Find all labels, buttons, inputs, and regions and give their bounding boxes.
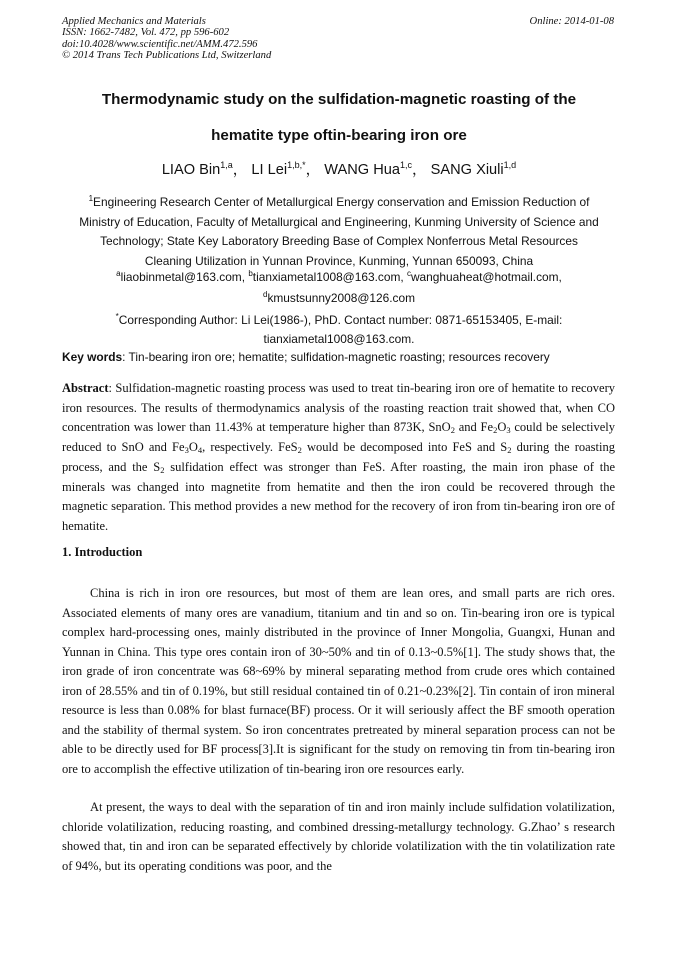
- paper-title-line-1: Thermodynamic study on the sulfidation-magnetic roasting of the: [101, 91, 577, 108]
- abstract-text: during the roasting process, and the S: [62, 440, 615, 474]
- author-sup: 1,b,*: [287, 160, 306, 170]
- author-separator: ，: [412, 162, 427, 178]
- email-link[interactable]: tianxiametal1008@163.com,: [252, 270, 407, 284]
- corresponding-sup: *: [115, 312, 119, 321]
- author-emails: [58, 265, 620, 307]
- email-sup: c: [406, 269, 411, 278]
- affiliation-text: Engineering Research Center of Metallurgical Energy conservation and Emission Reduction of: [93, 195, 590, 209]
- journal-header: [62, 16, 271, 61]
- doi-line: doi:10.4028/www.scientific.net/AMM.472.596: [62, 38, 258, 50]
- copyright-line: © 2014 Trans Tech Publications Ltd, Switzerland: [62, 49, 272, 61]
- section-heading-introduction: 1. Introduction: [62, 545, 143, 559]
- subscript: 3: [184, 445, 189, 456]
- author-name: LI Lei: [251, 162, 288, 178]
- author-separator: ，: [232, 162, 248, 178]
- affiliation-line: [58, 189, 620, 213]
- abstract-text: and Fe: [454, 420, 494, 435]
- affiliation-line: Technology; State Key Laboratory Breeding Base of Complex Nonferrous Metal Resources: [100, 234, 578, 249]
- author-sup: 1,a: [220, 160, 233, 170]
- author-name: WANG Hua: [324, 162, 400, 178]
- abstract-text: could be selectively reduced to SnO and Fe: [62, 420, 615, 455]
- subscript: 2: [160, 464, 165, 475]
- subscript: 2: [507, 445, 512, 456]
- abstract-text: : Sulfidation-magnetic roasting process was used to treat tin-bearing iron ore of hematite to recovery iron resources. The results of thermodynamics analysis of the roasting reaction trait showed that, when CO concentration was lower than 11.43% at temperature higher than 873K, SnO: [62, 381, 615, 435]
- email-sup: b: [248, 269, 253, 278]
- abstract-label: Abstract: [62, 381, 109, 395]
- author-sup: 1,d: [503, 160, 517, 170]
- paper-title-line-2: hematite type oftin-bearing iron ore: [211, 127, 467, 144]
- subscript: 2: [493, 425, 498, 436]
- email-link[interactable]: kmustsunny2008@126.com: [267, 291, 416, 305]
- subscript: 4: [197, 445, 203, 456]
- subscript: 2: [450, 425, 455, 436]
- affiliation-line: Ministry of Education, Faculty of Metallurgical and Engineering, Kunming University of Science and: [79, 214, 599, 229]
- journal-name: Applied Mechanics and Materials: [62, 16, 206, 27]
- email-line: [58, 286, 620, 307]
- abstract-text: would be decomposed into FeS and S: [301, 440, 508, 455]
- corresponding-text: Corresponding Author: Li Lei(1986-), PhD. Contact number: 0871-65153405, E-mail:: [118, 313, 563, 327]
- author-list: [40, 158, 638, 179]
- abstract-text: sulfidation effect was stronger than FeS. After roasting, the main iron phase of the minerals was changed into magnetite from hematite and then the iron could be recovered through the magnetic separation. This method provides a new method for the recovery of iron from tin-bearing iron ore of hematite.: [62, 459, 615, 533]
- online-date: Online: 2014-01-08: [529, 16, 614, 27]
- author-sup: 1,c: [399, 160, 412, 170]
- email-link[interactable]: wanghuaheat@hotmail.com,: [410, 270, 562, 284]
- subscript: 2: [297, 445, 302, 456]
- abstract: [62, 379, 615, 537]
- corresponding-email[interactable]: tianxiametal1008@163.com.: [263, 331, 415, 346]
- subscript: 3: [506, 425, 511, 436]
- author-separator: ，: [305, 162, 321, 178]
- affiliation-sup: 1: [88, 194, 94, 203]
- author-name: LIAO Bin: [161, 162, 221, 178]
- author-name: SANG Xiuli: [430, 162, 504, 178]
- abstract-text: O: [497, 420, 507, 435]
- issn-line: ISSN: 1662-7482, Vol. 472, pp 596-602: [62, 27, 230, 39]
- affiliation-line: Cleaning Utilization in Yunnan Province, Kunming, Yunnan 650093, China: [144, 253, 534, 268]
- abstract-text: O: [188, 440, 198, 455]
- keywords: [62, 350, 550, 364]
- email-line: [58, 265, 620, 286]
- email-link[interactable]: liaobinmetal@163.com,: [120, 270, 249, 284]
- abstract-text: , respectively. FeS: [202, 440, 298, 455]
- email-sup: a: [116, 269, 121, 278]
- keywords-text: : Tin-bearing iron ore; hematite; sulfidation-magnetic roasting; resources recovery: [122, 350, 550, 364]
- body-paragraph: China is rich in iron ore resources, but most of them are lean ores, and small parts are rich ores. Associated elements of many ores are vanadium, titanium and tin and so on. Tin-bearing iron ore is typical complex hard-processing ones, mainly distributed in the province of Inner Mongolia, Guangxi, Hunan and Yunnan in China. This type ores contain iron of 30~50% and tin of 0.13~0.5%[1]. The study shows that, the iron grade of iron concentrate was 68~69% by mineral separating method from crude ores which contained iron of 28.55% and tin of 0.19%, but still residual contained tin of 0.21~0.23%[2]. Tin contain of iron mineral resource is less than 0.08% for blast furnace(BF) process. Or it will seriously affect the BF smooth operation and the stability of thermal system. So iron concentrates pretreated by mineral separation process can not be able to be directly used for BF process[3].It is significant for the study on removing tin from tin-bearing iron ore to accomplish the effective utilization of tin-bearing iron ore resources early.: [62, 586, 615, 776]
- body-paragraph: At present, the ways to deal with the separation of tin and iron mainly include sulfidation volatilization, chloride volatilization, reducing roasting, and combined dressing-metallurgy technology. G.Zhao’ s research showed that, tin and iron can be separated effectively by chloride volatilization with the tin volatilization rate of 94%, but its operating conditions was poor, and the: [62, 800, 615, 873]
- email-sup: d: [262, 290, 268, 299]
- affiliation: [58, 189, 620, 271]
- corresponding-line: [58, 308, 620, 330]
- corresponding-author: [58, 308, 620, 348]
- keywords-label: Key words: [62, 350, 123, 364]
